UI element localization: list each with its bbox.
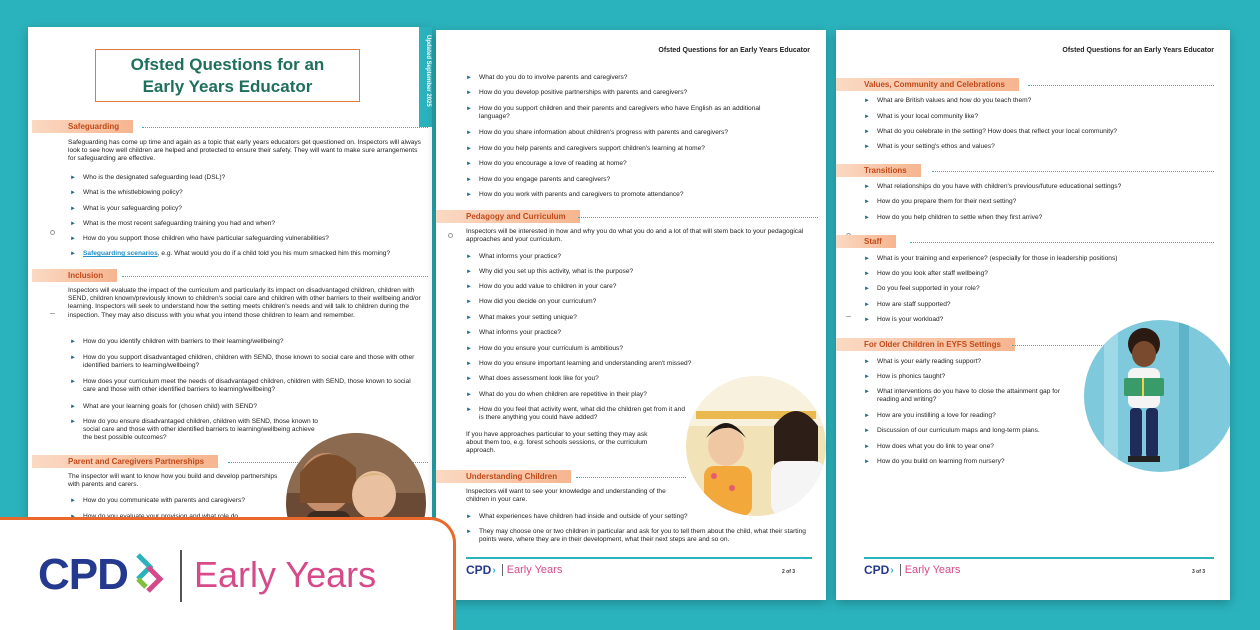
list-item: ► What are British values and how do you teach them? (864, 97, 1032, 104)
list-item: ► How do you ensure your curriculum is ambitious? (466, 345, 624, 352)
list-item: ► What informs your practice? (466, 253, 562, 260)
arrow-bullet-icon: ► (864, 413, 870, 419)
section-transitions (836, 164, 1214, 177)
arrow-bullet-icon: ► (466, 161, 472, 167)
arrow-bullet-icon: ► (466, 130, 472, 136)
arrow-bullet-icon: ► (70, 339, 76, 345)
photo-teacher-and-child (686, 376, 826, 516)
list-item: ► How did you decide on your curriculum? (466, 298, 597, 305)
safeguarding-scenarios-link[interactable]: Safeguarding scenarios (83, 250, 158, 257)
arrow-bullet-icon: ► (864, 144, 870, 150)
arrow-bullet-icon: ► (864, 444, 870, 450)
list-item: ► How do you ensure disadvantaged children, children with SEND, those known to social care and those with other identified barriers to learning/wellbeing achieve the best possible outcomes? (70, 418, 318, 442)
list-item: ► What are your learning goals for (chosen child) with SEND? (70, 403, 258, 410)
list-item: ► What experiences have children had inside and outside of your setting? (466, 513, 688, 520)
arrow-bullet-icon: ► (864, 374, 870, 380)
list-item: ► What is your training and experience? (especially for those in leadership positions) (864, 255, 1118, 262)
list-item: ► What makes your setting unique? (466, 314, 577, 321)
chevron-right-icon: › (890, 564, 894, 576)
list-item: ► How do you support children and their parents and caregivers who have English as an additional language? (466, 105, 761, 121)
arrow-bullet-icon: ► (864, 215, 870, 221)
title-box (95, 49, 360, 102)
photo-child-reading (1084, 320, 1230, 472)
section-divider (910, 242, 1214, 243)
list-item: ► How is your workload? (864, 316, 944, 323)
list-item: ► How do you add value to children in your care? (466, 283, 617, 290)
section-divider (142, 127, 428, 128)
arrow-bullet-icon: ► (466, 284, 472, 290)
arrow-bullet-icon: ► (466, 90, 472, 96)
section-staff (836, 235, 1214, 248)
arrow-bullet-icon: ► (466, 106, 472, 112)
list-item: ► How does your curriculum meet the needs of disadvantaged children, children with SEND, those known to social care and those with other identified barriers to learning/wellbeing? (70, 378, 411, 394)
arrow-bullet-icon: ► (864, 359, 870, 365)
list-item: ► How do you support disadvantaged children, children with SEND, those known to social care and those with other identified barriers to learning/wellbeing? (70, 354, 415, 370)
arrow-bullet-icon: ► (864, 114, 870, 120)
list-item: ► What relationships do you have with children's previous/future educational settings? (864, 183, 1122, 190)
list-item: ► How do you share information about children's progress with parents and caregivers? (466, 129, 729, 136)
arrow-bullet-icon: ► (864, 428, 870, 434)
brand-logo-card (0, 517, 456, 630)
arrow-bullet-icon: ► (70, 498, 76, 504)
section-heading: Values, Community and Celebrations (836, 78, 1019, 91)
arrow-bullet-icon: ► (466, 146, 472, 152)
arrow-bullet-icon: ► (466, 529, 472, 535)
list-item: ► What is your local community like? (864, 113, 979, 120)
list-item: ► What interventions do you have to close the attainment gap for reading and writing? (864, 388, 1060, 404)
list-item: ► How do you engage parents and caregivers? (466, 176, 611, 183)
list-item: ► How is phonics taught? (864, 373, 946, 380)
list-item: ► Do you feel supported in your role? (864, 285, 980, 292)
arrow-bullet-icon: ► (466, 269, 472, 275)
pedagogy-outro: If you have approaches particular to your setting they may ask about them too, e.g. forest schools sessions, or the curriculum approach. (466, 431, 648, 455)
list-item: ► How does what you do link to year one? (864, 443, 994, 450)
list-item: ► How do you feel that activity went, what did the children get from it and is there anything you could have added? (466, 406, 685, 422)
list-item: ► What do you celebrate in the setting? How does that reflect your local community? (864, 128, 1118, 135)
arrow-bullet-icon: ► (466, 192, 472, 198)
list-item: ► Why did you set up this activity, what is the purpose? (466, 268, 634, 275)
page-header: Ofsted Questions for an Early Years Educator (658, 47, 810, 54)
section-heading: Inclusion (32, 269, 117, 282)
section-heading: Safeguarding (32, 120, 133, 133)
punch-hole-icon (448, 233, 453, 238)
inclusion-intro: Inspectors will evaluate the impact of the curriculum and particularly its impact on disadvantaged children, children with SEND, children known/previously known to children's social care and children with other barriers to their wellbeing and/or learning. Inspectors will seek to understand how the setting meets children's needs and will talk to children during the inspection. They may also discuss with you what you intend those children to learn and remember. (68, 287, 421, 319)
arrow-bullet-icon: ► (70, 175, 76, 181)
arrow-bullet-icon: ► (864, 302, 870, 308)
arrow-bullet-icon: ► (466, 177, 472, 183)
arrow-bullet-icon: ► (466, 392, 472, 398)
arrow-bullet-icon: ► (70, 190, 76, 196)
partnerships-intro: The inspector will want to know how you build and develop partnerships with parents and carers. (68, 473, 278, 489)
arrow-bullet-icon: ► (70, 206, 76, 212)
document-page-2 (436, 30, 826, 600)
footer-logo: CPD › Early Years (466, 563, 563, 577)
list-item: ► What informs your practice? (466, 329, 562, 336)
pedagogy-intro: Inspectors will be interested in how and why you do what you do and a lot of that will stem back to your pedagogical approaches and your curriculum. (466, 228, 804, 244)
updated-ribbon-text: Updated September 2025 (425, 35, 431, 107)
list-item: ► How do you prepare them for their next setting? (864, 198, 1017, 205)
arrow-bullet-icon: ► (864, 459, 870, 465)
arrow-bullet-icon: ► (466, 376, 472, 382)
fold-mark (50, 313, 55, 314)
section-values (836, 78, 1214, 91)
list-item: ► They may choose one or two children in particular and ask for you to tell them about the child, what their starting points were, where they are in their development, what their next steps are and so on. (466, 528, 806, 544)
list-item: ► What is your safeguarding policy? (70, 205, 182, 212)
section-safeguarding (32, 120, 428, 133)
arrow-bullet-icon: ► (466, 346, 472, 352)
list-item: ► What is the most recent safeguarding training you had and when? (70, 220, 276, 227)
arrow-bullet-icon: ► (70, 355, 76, 361)
section-heading: Transitions (836, 164, 921, 177)
document-page-3 (836, 30, 1230, 600)
arrow-bullet-icon: ► (466, 361, 472, 367)
list-item: ► What is your early reading support? (864, 358, 982, 365)
page-header: Ofsted Questions for an Early Years Educator (1062, 47, 1214, 54)
section-divider (932, 171, 1214, 172)
punch-hole-icon (50, 230, 55, 235)
list-item: ► How do you build on learning from nursery? (864, 458, 1005, 465)
footer-rule (864, 557, 1214, 559)
arrow-bullet-icon: ► (466, 330, 472, 336)
list-item: ► How do you ensure important learning and understanding aren't missed? (466, 360, 692, 367)
list-item: ► Discussion of our curriculum maps and long-term plans. (864, 427, 1040, 434)
arrow-bullet-icon: ► (466, 75, 472, 81)
list-item: ► What do you do to involve parents and caregivers? (466, 74, 628, 81)
arrow-bullet-icon: ► (864, 389, 870, 395)
understanding-intro: Inspectors will want to see your knowledge and understanding of the children in your care. (466, 488, 666, 504)
arrow-bullet-icon: ► (70, 236, 76, 242)
arrow-bullet-icon: ► (864, 286, 870, 292)
list-item: ► Safeguarding scenarios, e.g. What would you do if a child told you his mum smacked him this morning? (70, 250, 391, 257)
arrow-bullet-icon: ► (864, 271, 870, 277)
section-pedagogy (436, 210, 821, 223)
chevron-right-icon: › (492, 564, 496, 576)
arrow-bullet-icon: ► (864, 317, 870, 323)
arrow-bullet-icon: ► (466, 299, 472, 305)
arrow-bullet-icon: ► (864, 98, 870, 104)
fold-mark (846, 316, 851, 317)
arrow-bullet-icon: ► (864, 129, 870, 135)
arrow-bullet-icon: ► (864, 184, 870, 190)
list-item: ► How do you communicate with parents and caregivers? (70, 497, 245, 504)
section-inclusion (32, 269, 428, 282)
document-title: Ofsted Questions for an Early Years Educator (130, 54, 325, 96)
section-heading: Understanding Children (436, 470, 571, 483)
logo-chevron-icon (132, 551, 168, 599)
list-item: ► How do you help children to settle when they first arrive? (864, 214, 1043, 221)
footer-rule (466, 557, 812, 559)
list-item: ► What does assessment look like for you? (466, 375, 599, 382)
list-item: ► How do you look after staff wellbeing? (864, 270, 988, 277)
arrow-bullet-icon: ► (70, 251, 76, 257)
safeguarding-intro: Safeguarding has come up time and again as a topic that early years educators get questioned on. Inspectors will always look to see how well children are helped and protected to ensure their safety. They will want to make sure arrangements for safeguarding are effective. (68, 139, 421, 163)
list-item: ► How do you help parents and caregivers support children's learning at home? (466, 145, 705, 152)
logo-early-years-text: Early Years (194, 554, 377, 595)
list-item: ► How do you work with parents and caregivers to promote attendance? (466, 191, 684, 198)
section-heading: Staff (836, 235, 896, 248)
list-item: ► How do you develop positive partnerships with parents and caregivers? (466, 89, 688, 96)
list-item: ► How do you support those children who have particular safeguarding vulnerabilities? (70, 235, 329, 242)
page-number: 3 of 3 (1192, 569, 1206, 575)
arrow-bullet-icon: ► (864, 256, 870, 262)
list-item: ► How are you instilling a love for reading? (864, 412, 996, 419)
section-divider (578, 217, 818, 218)
list-item: ► What is the whistleblowing policy? (70, 189, 183, 196)
arrow-bullet-icon: ► (70, 221, 76, 227)
section-heading: Pedagogy and Curriculum (436, 210, 580, 223)
arrow-bullet-icon: ► (70, 404, 76, 410)
list-item: ► What is your setting's ethos and values? (864, 143, 995, 150)
list-item: ► How are staff supported? (864, 301, 951, 308)
arrow-bullet-icon: ► (466, 254, 472, 260)
section-divider (576, 477, 686, 478)
arrow-bullet-icon: ► (466, 407, 472, 413)
page-number: 2 of 3 (782, 569, 796, 575)
logo-cpd-text: CPD (38, 550, 128, 599)
section-divider (122, 276, 428, 277)
list-item: ► How do you identify children with barriers to their learning/wellbeing? (70, 338, 284, 345)
arrow-bullet-icon: ► (864, 199, 870, 205)
list-item: ► Who is the designated safeguarding lead (DSL)? (70, 174, 226, 181)
list-item: ► What do you do when children are repetitive in their play? (466, 391, 647, 398)
section-divider (1028, 85, 1214, 86)
section-heading: Parent and Caregivers Partnerships (32, 455, 218, 468)
arrow-bullet-icon: ► (466, 315, 472, 321)
list-item: ► How do you encourage a love of reading at home? (466, 160, 627, 167)
logo-separator (180, 550, 182, 602)
footer-logo: CPD › Early Years (864, 563, 961, 577)
section-heading: For Older Children in EYFS Settings (836, 338, 1015, 351)
arrow-bullet-icon: ► (70, 419, 76, 425)
arrow-bullet-icon: ► (70, 379, 76, 385)
section-understanding (436, 470, 821, 483)
arrow-bullet-icon: ► (466, 514, 472, 520)
